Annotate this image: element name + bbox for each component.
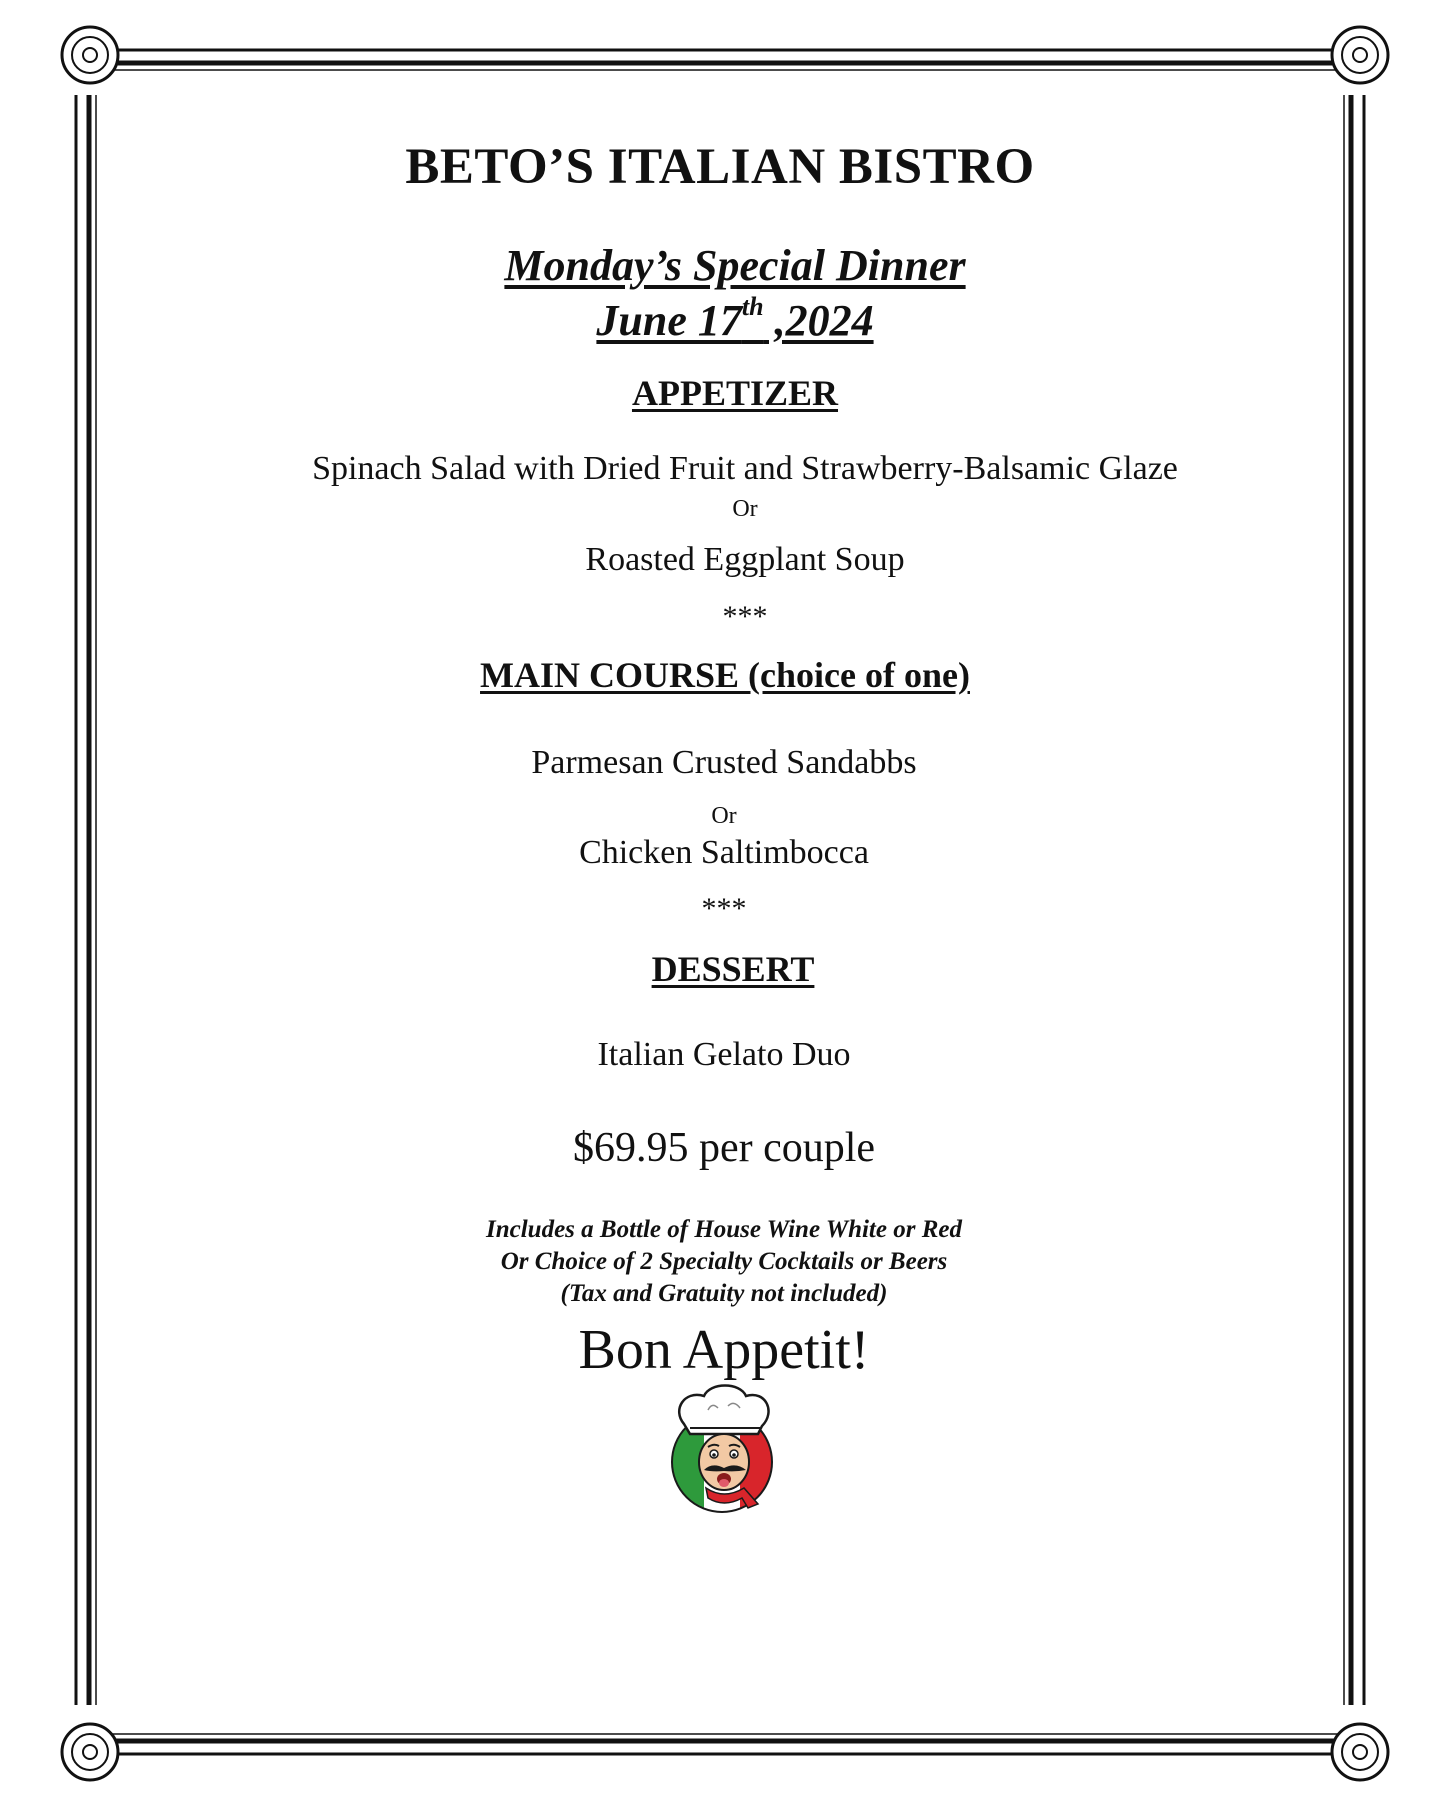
appetizer-or-label: Or: [732, 496, 758, 522]
chef-mascot-icon: [662, 1380, 788, 1516]
pricing-note-3: (Tax and Gratuity not included): [560, 1280, 888, 1307]
main-course-separator: ***: [701, 892, 747, 925]
main-course-option-1: Parmesan Crusted Sandabbs: [531, 744, 917, 781]
restaurant-name: BETO’S ITALIAN BISTRO: [405, 139, 1035, 195]
main-course-or-label: Or: [711, 803, 737, 829]
special-date-day: June 17: [596, 296, 742, 345]
special-date-suffix: th: [741, 292, 764, 321]
price: $69.95 per couple: [572, 1125, 876, 1171]
main-course-option-2: Chicken Saltimbocca: [579, 834, 869, 871]
pricing-note-1: Includes a Bottle of House Wine White or Red: [486, 1216, 962, 1243]
appetizer-option-2: Roasted Eggplant Soup: [585, 541, 905, 578]
special-date: [15, 292, 1440, 346]
special-date-year: ,2024: [763, 296, 874, 345]
appetizer-separator: ***: [722, 600, 768, 633]
closing-message: Bon Appetit!: [578, 1319, 870, 1381]
special-title: Monday’s Special Dinner: [504, 241, 966, 290]
appetizer-option-1: Spinach Salad with Dried Fruit and Strawberry-Balsamic Glaze: [312, 450, 1178, 487]
dessert-heading: DESSERT: [651, 949, 815, 989]
main-course-heading: MAIN COURSE (choice of one): [480, 655, 970, 695]
pricing-note-2: Or Choice of 2 Specialty Cocktails or Beers: [500, 1248, 948, 1275]
dessert-option-1: Italian Gelato Duo: [597, 1036, 851, 1073]
appetizer-heading: APPETIZER: [631, 373, 839, 413]
